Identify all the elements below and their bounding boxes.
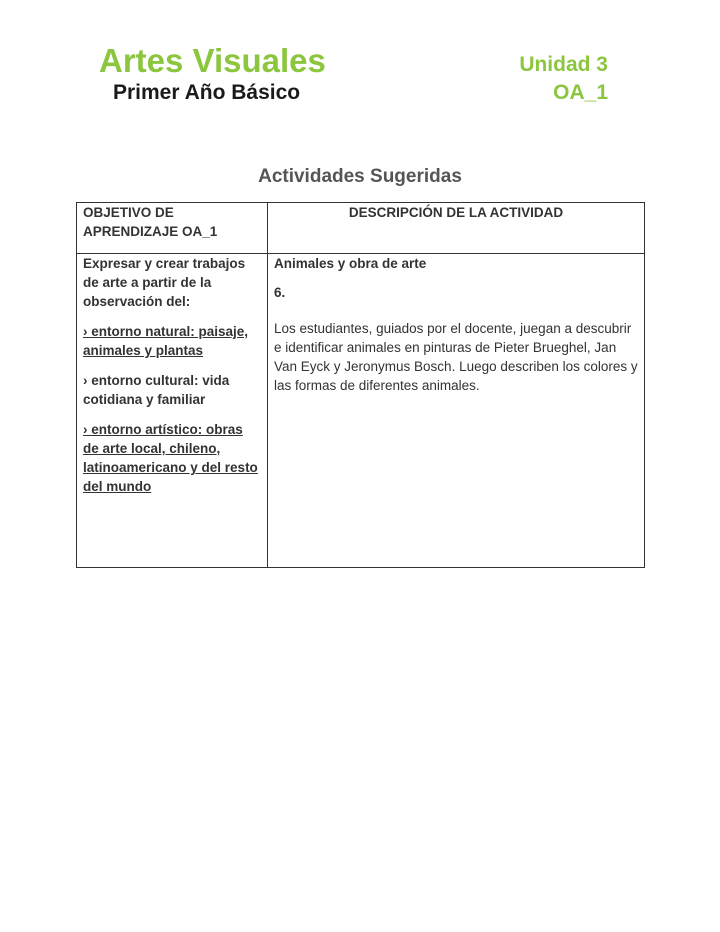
- objective-item-cultural: › entorno cultural: vida cotidiana y familiar: [83, 373, 230, 407]
- objective-item-artistic: › entorno artístico: obras de arte local, chileno, latinoamericano y del resto del mundo: [83, 422, 258, 494]
- objective-header: OBJETIVO DE APRENDIZAJE OA_1: [77, 203, 268, 254]
- unit-label: Unidad 3: [519, 53, 608, 76]
- activity-number: 6.: [274, 285, 286, 300]
- section-title: Actividades Sugeridas: [258, 166, 462, 187]
- activities-table: [76, 202, 645, 568]
- table-header-row: [77, 203, 645, 254]
- page-subtitle: Primer Año Básico: [113, 81, 301, 104]
- activity-cell: [268, 254, 645, 568]
- activity-description: Los estudiantes, guiados por el docente, juegan a descubrir e identificar animales en pinturas de Pieter Brueghel, Jan Van Eyck y Jeronymus Bosch. Luego describen los colores y las formas de diferentes animales.: [274, 321, 638, 393]
- objective-item-natural: › entorno natural: paisaje, animales y plantas: [83, 324, 249, 358]
- table-row: [77, 254, 645, 568]
- description-header: DESCRIPCIÓN DE LA ACTIVIDAD: [268, 203, 645, 254]
- activity-title: Animales y obra de arte: [274, 256, 427, 271]
- oa-label: OA_1: [553, 81, 608, 104]
- objective-intro: Expresar y crear trabajos de arte a partir de la observación del:: [83, 256, 246, 309]
- objective-cell: [77, 254, 268, 568]
- page-title: Artes Visuales: [99, 42, 326, 79]
